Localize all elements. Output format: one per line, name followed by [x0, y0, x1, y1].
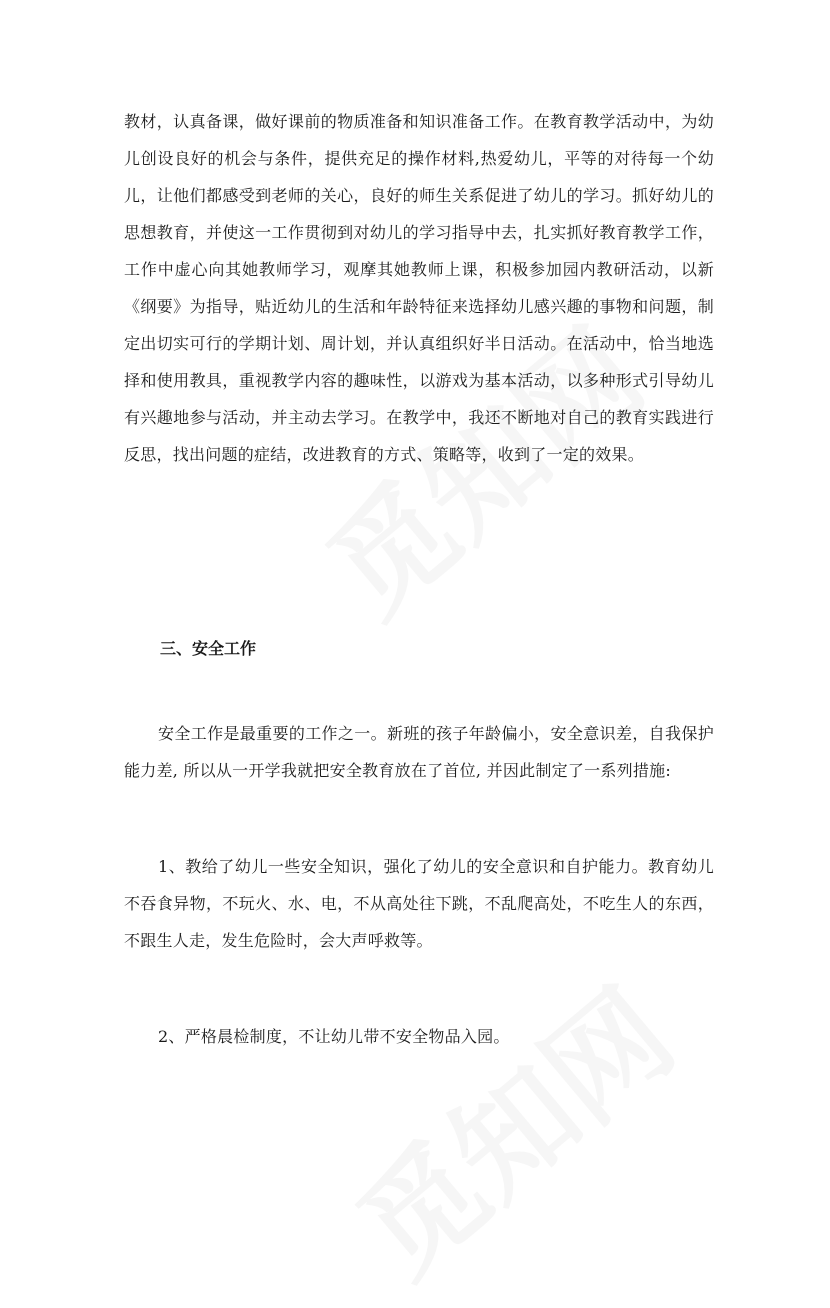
- paragraph-teaching-work: 教材，认真备课，做好课前的物质准备和知识准备工作。在教育教学活动中，为幼儿创设良好的机会与条件，提供充足的操作材料,热爱幼儿，平等的对待每一个幼儿，让他们都感受到老师的关心，良好的师生关系促进了幼儿的学习。抓好幼儿的思想教育，并使这一工作贯彻到对幼儿的学习指导中去，扎实抓好教育教学工作，工作中虚心向其她教师学习，观摩其她教师上课，积极参加园内教研活动，以新《纲要》为指导，贴近幼儿的生活和年龄特征来选择幼儿感兴趣的事物和问题，制定出切实可行的学期计划、周计划，并认真组织好半日活动。在活动中，恰当地选择和使用教具，重视教学内容的趣味性，以游戏为基本活动，以多种形式引导幼儿有兴趣地参与活动，并主动去学习。在教学中，我还不断地对自己的教育实践进行反思，找出问题的症结，改进教育的方式、策略等，收到了一定的效果。: [124, 112, 714, 464]
- watermark: [317, 944, 703, 1307]
- section-heading-safety: 三、安全工作: [160, 639, 257, 658]
- paragraph-safety-intro: 安全工作是最重要的工作之一。新班的孩子年龄偏小，安全意识差，自我保护能力差, 所以从一开学我就把安全教育放在了首位, 并因此制定了一系列措施:: [124, 724, 714, 780]
- paragraph-safety-item-1: 1、教给了幼儿一些安全知识，强化了幼儿的安全意识和自护能力。教育幼儿不吞食异物，不玩火、水、电，不从高处往下跳，不乱爬高处，不吃生人的东西，不跟生人走，发生危险时，会大声呼救等。: [124, 857, 714, 950]
- paragraph-safety-item-2: 2、严格晨检制度，不让幼儿带不安全物品入园。: [158, 1027, 510, 1046]
